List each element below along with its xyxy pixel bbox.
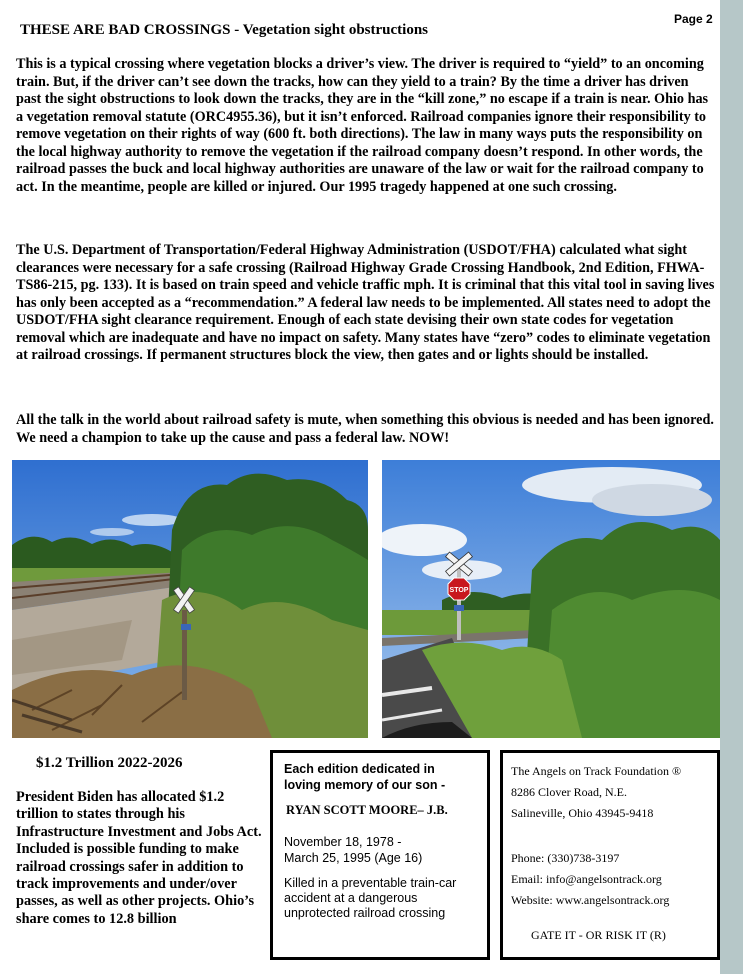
stop-sign-label: STOP [449, 587, 469, 594]
memorial-death-date: March 25, 1995 (Age 16) [284, 851, 423, 865]
memorial-name: RYAN SCOTT MOORE– J.B. [286, 803, 448, 817]
contact-box [500, 750, 720, 960]
side-color-bar [720, 0, 743, 974]
photo-overgrown-crossing [12, 460, 368, 738]
page-number: Page 2 [674, 12, 713, 26]
memorial-birth-date: November 18, 1978 - [284, 835, 402, 849]
paragraph-usdot: The U.S. Department of Transportation/Federal Highway Administration (USDOT/FHA) calculated what sight clearances were necessary for a safe crossing (Railroad Highway Grade Crossing Handbook, 2nd Edition, FHWA-TS86-215, pg. 133). It is based on train speed and vehicle traffic mph. It is criminal that this vital tool in saving lives has only been accepted as a “recommendation.” A federal law needs to be implemented. All states need to adopt the USDOT/FHA sight clearance requirement. Enough of each state devising their own state codes for vegetation removal which are inadequate and have no impact on safety. Many states have “zero” codes to eliminate vegetation at railroad crossings. If permanent structures block the view, then gates and or lights should be installed. [16, 242, 715, 363]
memorial-desc-line-3: unprotected railroad crossing [284, 906, 446, 920]
contact-org: The Angels on Track Foundation ® [511, 764, 682, 778]
memorial-desc-line-2: accident at a dangerous [284, 891, 418, 905]
page-headline: THESE ARE BAD CROSSINGS - Vegetation sight obstructions [20, 22, 428, 38]
memorial-desc-line-1: Killed in a preventable train-car [284, 876, 457, 890]
contact-address-1: 8286 Clover Road, N.E. [511, 785, 627, 799]
contact-address-2: Salineville, Ohio 43945-9418 [511, 806, 654, 820]
funding-text: President Biden has allocated $1.2 trillion to states through his Infrastructure Investment and Jobs Act. Included is possible funding to make railroad crossings safer in addition to track improvements and under/over passes, as well as other projects. Ohio’s share comes to 12.8 billion [16, 789, 262, 927]
contact-website[interactable]: Website: www.angelsontrack.org [511, 893, 670, 907]
funding-title: $1.2 Trillion 2022-2026 [36, 755, 183, 771]
contact-motto: GATE IT - OR RISK IT (R) [531, 928, 666, 942]
memorial-intro-line-1: Each edition dedicated in [284, 762, 435, 776]
memorial-box [270, 750, 490, 960]
contact-phone: Phone: (330)738-3197 [511, 851, 620, 865]
paragraph-call-to-action: All the talk in the world about railroad safety is mute, when something this obvious is needed and has been ignored. We need a champion to take up the cause and pass a federal law. NOW! [16, 412, 714, 446]
memorial-intro-line-2: loving memory of our son - [284, 778, 446, 792]
paragraph-vegetation: This is a typical crossing where vegetation blocks a driver’s view. The driver is required to “yield” to an oncoming train. But, if the driver can’t see down the tracks, how can they yield to a train? By the time a driver has driven past the sight obstructions to look down the tracks, they are in the “kill zone,” no escape if a train is near. Ohio has a vegetation removal statute (ORC4955.36), but it isn’t enforced. Railroad companies ignore their responsibility to remove vegetation on their rights of way (600 ft. both directions). The law in many ways puts the responsibility on the local highway authority to remove the vegetation if the railroad company doesn’t respond. In other words, the railroad passes the buck and local highway authorities are unaware of the law or wait for the railroad company to act. In the meantime, people are killed or injured. Our 1995 tragedy happened at one such crossing. [16, 56, 709, 195]
photo-stop-sign-crossing [382, 460, 720, 738]
contact-email[interactable]: Email: info@angelsontrack.org [511, 872, 662, 886]
